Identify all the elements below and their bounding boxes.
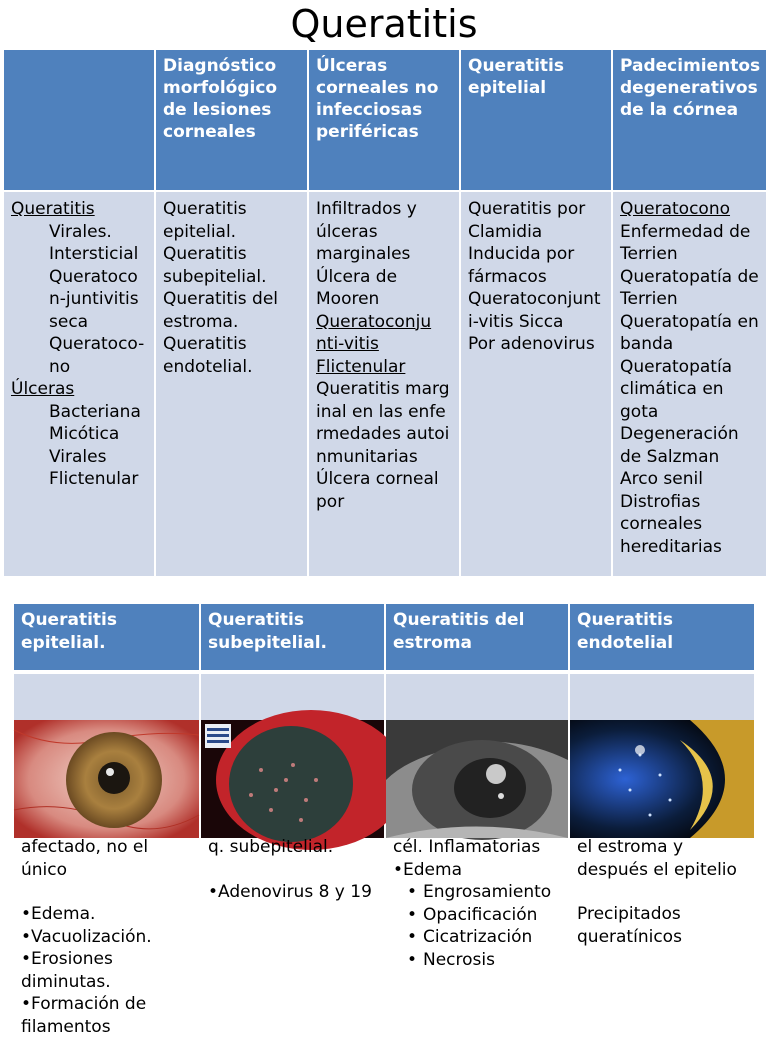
- cell-intro: el estroma y después el epitelio: [577, 837, 737, 880]
- list-item: Queratoconju nti-vitis Flictenular: [316, 311, 432, 377]
- table-band: [386, 674, 568, 720]
- eye-photo-subepithelial: [201, 720, 384, 838]
- cell-intro: cél. Inflamatorias: [393, 837, 541, 857]
- list-item: Queratoconjunti-vitis Sicca: [468, 289, 601, 332]
- list-item: •Erosiones diminutas.: [21, 949, 113, 992]
- page-title: Queratitis: [290, 2, 478, 46]
- sub-list-item: • Engrosamiento: [393, 881, 561, 904]
- list-item: Distrofias corneales hereditarias: [620, 491, 722, 557]
- list-item: •Formación de filamentos: [21, 994, 147, 1037]
- list-item: Queratopatía de Terrien: [620, 266, 759, 309]
- list-item: Queratoco-no: [49, 334, 145, 377]
- table-header-cell: [4, 50, 156, 190]
- list-item: Queratitis por Clamidia: [468, 199, 586, 242]
- sub-list-item: • Opacificación: [393, 904, 561, 927]
- keratitis-types-table: [14, 604, 754, 1037]
- list-item: Intersticial: [49, 244, 139, 264]
- table-cell-endothelial-notes: [570, 836, 754, 1024]
- list-item: Bacteriana: [49, 401, 141, 422]
- table-band: [14, 674, 199, 720]
- list-item: •Adenovirus 8 y 19: [208, 881, 372, 902]
- list-item: Queratopatía climática en gota: [620, 356, 733, 422]
- cell-intro: q. subepitelial.: [208, 837, 334, 857]
- eye-photo-stroma: [386, 720, 568, 838]
- table-header-cell: Queratitis del estroma: [386, 604, 568, 670]
- cell-intro: afectado, no el único: [21, 837, 149, 880]
- table-cell-stroma-notes: [386, 836, 568, 1024]
- eye-photo-epithelial: [14, 720, 199, 838]
- table-cell-subepithelial-notes: [201, 836, 384, 1024]
- table-cell-diagnosis: [156, 192, 309, 576]
- list-item: Queratitis epitelial.: [163, 199, 247, 242]
- table-cell-epithelial-notes: [14, 836, 199, 1037]
- list-item: Queratocono: [620, 199, 731, 219]
- group-title-ulceras: Úlceras: [11, 379, 75, 399]
- list-item: Flictenular: [49, 469, 139, 489]
- list-item: Queratitis marginal en las enfermedades autoinmunitarias: [316, 379, 450, 467]
- list-item: Arco senil: [620, 469, 703, 489]
- table-cell-epithelial: [461, 192, 613, 576]
- table-header-cell: Queratitis subepitelial.: [201, 604, 384, 670]
- table-header-cell: Queratitis endotelial: [570, 604, 754, 670]
- list-item: Virales.: [49, 221, 112, 242]
- table-header-cell: Padecimientos degenerativos de la córnea: [613, 50, 766, 190]
- list-item: Degeneración de Salzman: [620, 424, 739, 467]
- table-header-cell: Diagnóstico morfológico de lesiones corneales: [156, 50, 309, 190]
- table-header-cell: Queratitis epitelial: [461, 50, 613, 190]
- sub-list-item: • Cicatrización: [393, 926, 561, 949]
- list-item: Queratocon-juntivitis seca: [49, 266, 139, 332]
- list-item: Queratitis del estroma.: [163, 289, 279, 332]
- table-band: [570, 674, 754, 720]
- list-item: Virales: [49, 446, 107, 467]
- list-item: •Vacuolización.: [21, 926, 152, 947]
- list-item: Queratitis endotelial.: [163, 334, 253, 377]
- list-item: Inducida por fármacos: [468, 244, 575, 287]
- sub-list-item: • Necrosis: [393, 949, 561, 972]
- group-title-queratitis: Queratitis: [11, 199, 95, 219]
- list-item: Úlcera corneal por: [316, 469, 439, 512]
- list-item: Enfermedad de Terrien: [620, 221, 751, 264]
- table-cell-ulcers: [309, 192, 461, 576]
- list-item: Queratitis subepitelial.: [163, 244, 267, 287]
- table-cell-causes: [4, 192, 156, 576]
- list-item: Micótica: [49, 424, 120, 444]
- list-item: •Edema: [393, 859, 462, 880]
- table-header-cell: Úlceras corneales no infecciosas periféricas: [309, 50, 461, 190]
- list-item: Por adenovirus: [468, 334, 595, 354]
- table-cell-degenerative: [613, 192, 766, 576]
- list-item: Infiltrados y úlceras marginales: [316, 199, 417, 264]
- list-item: Úlcera de Mooren: [316, 266, 398, 309]
- classification-table: [4, 50, 766, 576]
- list-item: Queratopatía en banda: [620, 311, 759, 354]
- list-item: Precipitados queratínicos: [577, 904, 682, 947]
- list-item: •Edema.: [21, 904, 96, 924]
- eye-photo-endothelial: [570, 720, 754, 838]
- table-header-cell: Queratitis epitelial.: [14, 604, 199, 670]
